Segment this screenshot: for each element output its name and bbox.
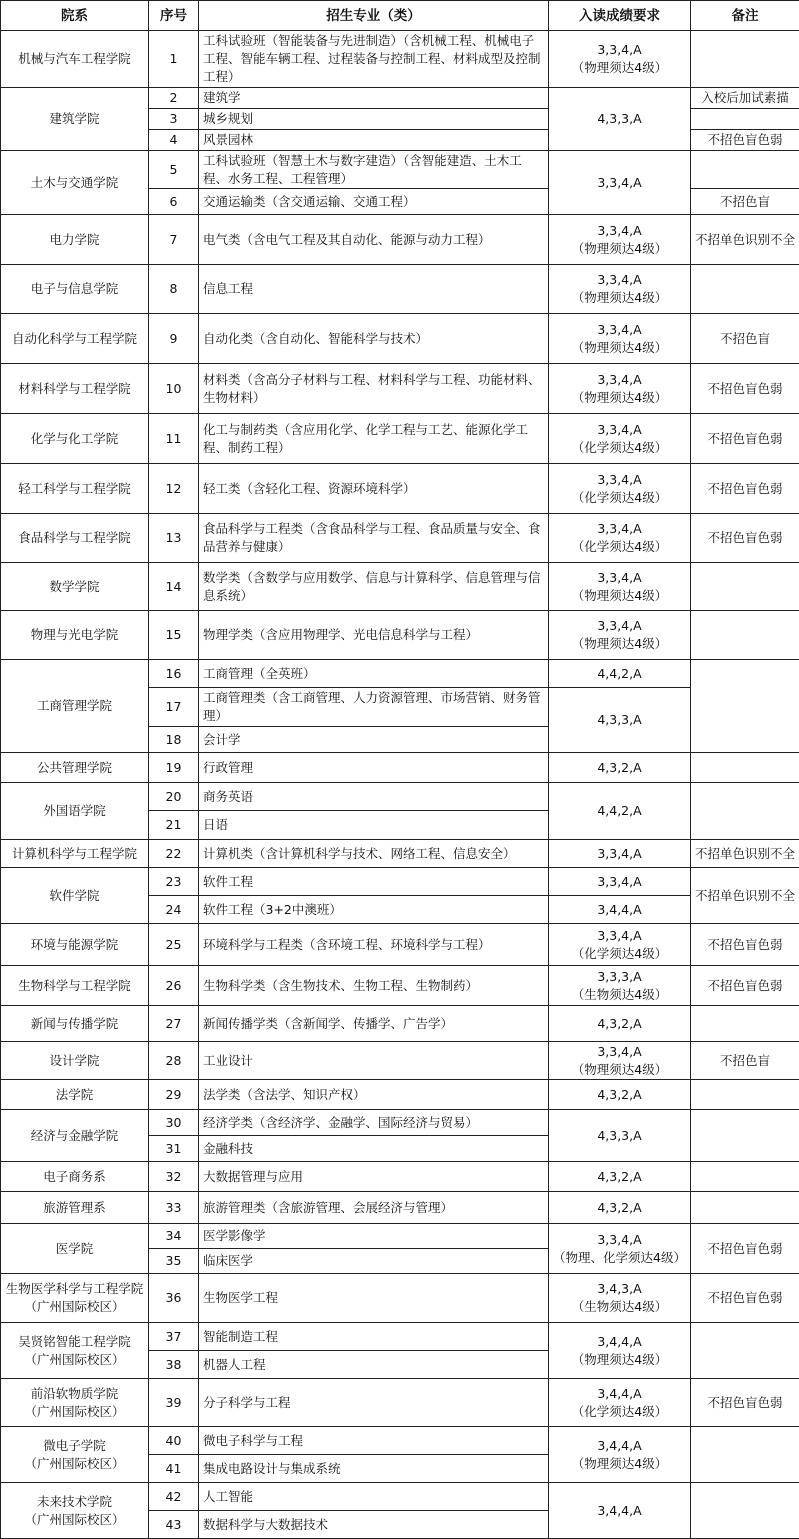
remark-cell: 不招色盲 (691, 314, 799, 364)
number-cell: 24 (149, 896, 199, 924)
requirement-cell: 3,3,4,A (549, 868, 691, 896)
major-cell: 大数据管理与应用 (199, 1162, 549, 1192)
requirement-cell: 4,3,2,A (549, 1192, 691, 1224)
table-row (1, 364, 799, 414)
requirement-cell: 3,4,4,A （物理须达4级） (549, 1427, 691, 1483)
number-cell: 10 (149, 364, 199, 414)
remark-cell (691, 1162, 799, 1192)
major-cell: 分子科学与工程 (199, 1379, 549, 1427)
requirement-cell: 4,3,3,A (549, 88, 691, 151)
major-cell: 旅游管理类（含旅游管理、会展经济与管理） (199, 1192, 549, 1224)
table-row (1, 1192, 799, 1224)
requirement-cell: 4,4,2,A (549, 783, 691, 840)
major-cell: 轻工类（含轻化工程、资源环境科学） (199, 464, 549, 514)
table-row (1, 464, 799, 514)
table-row (1, 840, 799, 868)
table-row (1, 611, 799, 660)
college-cell: 机械与汽车工程学院 (1, 31, 149, 88)
college-cell: 物理与光电学院 (1, 611, 149, 660)
remark-cell: 入校后加试素描 (691, 88, 799, 109)
major-cell: 数学类（含数学与应用数学、信息与计算科学、信息管理与信息系统） (199, 563, 549, 611)
major-cell: 生物医学工程 (199, 1274, 549, 1323)
college-cell: 前沿软物质学院 （广州国际校区） (1, 1379, 149, 1427)
remark-cell: 不招色盲色弱 (691, 514, 799, 563)
number-cell: 3 (149, 109, 199, 130)
number-cell: 30 (149, 1110, 199, 1136)
college-cell: 法学院 (1, 1080, 149, 1110)
major-cell: 物理学类（含应用物理学、光电信息科学与工程） (199, 611, 549, 660)
college-cell: 计算机科学与工程学院 (1, 840, 149, 868)
requirement-cell: 3,3,4,A （物理须达4级） (549, 31, 691, 88)
table-row (1, 514, 799, 563)
college-cell: 电力学院 (1, 215, 149, 265)
header-number: 序号 (149, 1, 199, 31)
table-row (1, 1042, 799, 1080)
remark-cell (691, 1323, 799, 1379)
major-cell: 商务英语 (199, 783, 549, 811)
number-cell: 26 (149, 966, 199, 1006)
college-cell: 医学院 (1, 1224, 149, 1274)
table-row (1, 1162, 799, 1192)
remark-cell: 不招色盲 (691, 1042, 799, 1080)
number-cell: 25 (149, 924, 199, 966)
number-cell: 32 (149, 1162, 199, 1192)
remark-cell (691, 1483, 799, 1539)
requirement-cell: 3,4,3,A （生物须达4级） (549, 1274, 691, 1323)
major-cell: 生物科学类（含生物技术、生物工程、生物制药） (199, 966, 549, 1006)
number-cell: 21 (149, 811, 199, 840)
college-cell: 经济与金融学院 (1, 1110, 149, 1162)
table-row (1, 868, 799, 896)
requirement-cell: 3,3,4,A (549, 151, 691, 215)
number-cell: 1 (149, 31, 199, 88)
remark-cell: 不招单色识别不全 (691, 840, 799, 868)
college-cell: 旅游管理系 (1, 1192, 149, 1224)
number-cell: 7 (149, 215, 199, 265)
major-cell: 医学影像学 (199, 1224, 549, 1249)
remark-cell: 不招色盲色弱 (691, 1379, 799, 1427)
major-cell: 金融科技 (199, 1136, 549, 1162)
major-cell: 材料类（含高分子材料与工程、材料科学与工程、功能材料、生物材料） (199, 364, 549, 414)
college-cell: 材料科学与工程学院 (1, 364, 149, 414)
number-cell: 38 (149, 1351, 199, 1379)
college-cell: 食品科学与工程学院 (1, 514, 149, 563)
college-cell: 吴贤铭智能工程学院 （广州国际校区） (1, 1323, 149, 1379)
requirement-cell: 4,4,2,A (549, 660, 691, 688)
number-cell: 33 (149, 1192, 199, 1224)
number-cell: 15 (149, 611, 199, 660)
table-row (1, 563, 799, 611)
remark-cell: 不招色盲 (691, 189, 799, 215)
remark-cell: 不招色盲色弱 (691, 1274, 799, 1323)
major-cell: 工商管理（全英班） (199, 660, 549, 688)
number-cell: 31 (149, 1136, 199, 1162)
remark-cell: 不招色盲色弱 (691, 130, 799, 151)
remark-cell (691, 753, 799, 783)
table-row (1, 1080, 799, 1110)
table-row (1, 966, 799, 1006)
number-cell: 14 (149, 563, 199, 611)
remark-cell: 不招单色识别不全 (691, 215, 799, 265)
table-row (1, 151, 799, 189)
college-cell: 软件学院 (1, 868, 149, 924)
remark-cell (691, 1080, 799, 1110)
college-cell: 生物医学科学与工程学院 （广州国际校区） (1, 1274, 149, 1323)
requirement-cell: 3,4,4,A (549, 1483, 691, 1539)
college-cell: 电子与信息学院 (1, 265, 149, 314)
major-cell: 集成电路设计与集成系统 (199, 1455, 549, 1483)
number-cell: 29 (149, 1080, 199, 1110)
major-cell: 机器人工程 (199, 1351, 549, 1379)
table-row (1, 1379, 799, 1427)
college-cell: 工商管理学院 (1, 660, 149, 753)
table-row (1, 88, 799, 109)
major-cell: 工商管理类（含工商管理、人力资源管理、市场营销、财务管理） (199, 688, 549, 727)
major-cell: 化工与制药类（含应用化学、化学工程与工艺、能源化学工程、制药工程） (199, 414, 549, 464)
requirement-cell: 4,3,3,A (549, 688, 691, 753)
number-cell: 9 (149, 314, 199, 364)
number-cell: 40 (149, 1427, 199, 1455)
college-cell: 设计学院 (1, 1042, 149, 1080)
number-cell: 17 (149, 688, 199, 727)
requirement-cell: 3,3,4,A （物理须达4级） (549, 563, 691, 611)
table-row (1, 1006, 799, 1042)
requirement-cell: 3,3,4,A （化学须达4级） (549, 514, 691, 563)
number-cell: 28 (149, 1042, 199, 1080)
college-cell: 公共管理学院 (1, 753, 149, 783)
remark-cell (691, 151, 799, 189)
major-cell: 行政管理 (199, 753, 549, 783)
number-cell: 42 (149, 1483, 199, 1511)
requirement-cell: 4,3,2,A (549, 1080, 691, 1110)
number-cell: 34 (149, 1224, 199, 1249)
major-cell: 环境科学与工程类（含环境工程、环境科学与工程） (199, 924, 549, 966)
table-row (1, 1110, 799, 1136)
header-remark: 备注 (691, 1, 799, 31)
requirement-cell: 3,3,4,A （物理须达4级） (549, 1042, 691, 1080)
number-cell: 8 (149, 265, 199, 314)
requirement-cell: 3,3,4,A （物理须达4级） (549, 364, 691, 414)
number-cell: 35 (149, 1249, 199, 1274)
number-cell: 39 (149, 1379, 199, 1427)
requirement-cell: 3,4,4,A (549, 896, 691, 924)
remark-cell: 不招单色识别不全 (691, 868, 799, 924)
remark-cell (691, 109, 799, 130)
number-cell: 2 (149, 88, 199, 109)
remark-cell (691, 783, 799, 840)
college-cell: 生物科学与工程学院 (1, 966, 149, 1006)
major-cell: 自动化类（含自动化、智能科学与技术） (199, 314, 549, 364)
table-row (1, 1427, 799, 1455)
major-cell: 工业设计 (199, 1042, 549, 1080)
requirement-cell: 3,3,4,A （物理须达4级） (549, 265, 691, 314)
major-cell: 电气类（含电气工程及其自动化、能源与动力工程） (199, 215, 549, 265)
remark-cell (691, 1192, 799, 1224)
college-cell: 化学与化工学院 (1, 414, 149, 464)
remark-cell: 不招色盲色弱 (691, 1224, 799, 1274)
college-cell: 外国语学院 (1, 783, 149, 840)
table-row (1, 314, 799, 364)
major-cell: 智能制造工程 (199, 1323, 549, 1351)
major-cell: 软件工程 (199, 868, 549, 896)
number-cell: 12 (149, 464, 199, 514)
major-cell: 工科试验班（智能装备与先进制造）（含机械工程、机械电子工程、智能车辆工程、过程装备与控制工程、材料成型及控制工程） (199, 31, 549, 88)
number-cell: 43 (149, 1511, 199, 1539)
remark-cell: 不招色盲色弱 (691, 966, 799, 1006)
college-cell: 土木与交通学院 (1, 151, 149, 215)
major-cell: 经济学类（含经济学、金融学、国际经济与贸易） (199, 1110, 549, 1136)
number-cell: 19 (149, 753, 199, 783)
college-cell: 电子商务系 (1, 1162, 149, 1192)
college-cell: 建筑学院 (1, 88, 149, 151)
requirement-cell: 4,3,2,A (549, 1162, 691, 1192)
remark-cell: 不招色盲色弱 (691, 414, 799, 464)
remark-cell: 不招色盲色弱 (691, 924, 799, 966)
major-cell: 新闻传播学类（含新闻学、传播学、广告学） (199, 1006, 549, 1042)
requirement-cell: 3,3,3,A （生物须达4级） (549, 966, 691, 1006)
header-college: 院系 (1, 1, 149, 31)
major-cell: 临床医学 (199, 1249, 549, 1274)
college-cell: 自动化科学与工程学院 (1, 314, 149, 364)
number-cell: 41 (149, 1455, 199, 1483)
number-cell: 5 (149, 151, 199, 189)
number-cell: 37 (149, 1323, 199, 1351)
table-row (1, 414, 799, 464)
major-cell: 人工智能 (199, 1483, 549, 1511)
table-row (1, 215, 799, 265)
requirement-cell: 3,3,4,A （物理须达4级） (549, 314, 691, 364)
remark-cell (691, 563, 799, 611)
college-cell: 数学学院 (1, 563, 149, 611)
table-row (1, 1323, 799, 1351)
college-cell: 环境与能源学院 (1, 924, 149, 966)
header-major: 招生专业（类） (199, 1, 549, 31)
major-cell: 微电子科学与工程 (199, 1427, 549, 1455)
table-row (1, 660, 799, 688)
table-row (1, 1224, 799, 1249)
remark-cell (691, 265, 799, 314)
major-cell: 会计学 (199, 727, 549, 753)
major-cell: 软件工程（3+2中澳班） (199, 896, 549, 924)
remark-cell: 不招色盲色弱 (691, 364, 799, 414)
header-requirement: 入读成绩要求 (549, 1, 691, 31)
major-cell: 工科试验班（智慧土木与数字建造）（含智能建造、土木工程、水务工程、工程管理） (199, 151, 549, 189)
requirement-cell: 3,3,4,A （物理须达4级） (549, 215, 691, 265)
major-cell: 风景园林 (199, 130, 549, 151)
number-cell: 16 (149, 660, 199, 688)
requirement-cell: 4,3,2,A (549, 753, 691, 783)
requirement-cell: 4,3,2,A (549, 1006, 691, 1042)
number-cell: 27 (149, 1006, 199, 1042)
requirement-cell: 4,3,3,A (549, 1110, 691, 1162)
remark-cell (691, 1006, 799, 1042)
major-cell: 计算机类（含计算机科学与技术、网络工程、信息安全） (199, 840, 549, 868)
major-cell: 建筑学 (199, 88, 549, 109)
remark-cell (691, 31, 799, 88)
remark-cell (691, 611, 799, 660)
major-cell: 信息工程 (199, 265, 549, 314)
major-cell: 法学类（含法学、知识产权） (199, 1080, 549, 1110)
table-row (1, 753, 799, 783)
table-row (1, 265, 799, 314)
major-cell: 食品科学与工程类（含食品科学与工程、食品质量与安全、食品营养与健康） (199, 514, 549, 563)
requirement-cell: 3,4,4,A （物理须达4级） (549, 1323, 691, 1379)
number-cell: 23 (149, 868, 199, 896)
remark-cell (691, 1427, 799, 1483)
number-cell: 18 (149, 727, 199, 753)
requirement-cell: 3,3,4,A （化学须达4级） (549, 464, 691, 514)
college-cell: 轻工科学与工程学院 (1, 464, 149, 514)
table-row (1, 1483, 799, 1511)
major-cell: 城乡规划 (199, 109, 549, 130)
number-cell: 6 (149, 189, 199, 215)
remark-cell (691, 1110, 799, 1162)
table-row (1, 924, 799, 966)
number-cell: 22 (149, 840, 199, 868)
requirement-cell: 3,3,4,A （物理、化学须达4级） (549, 1224, 691, 1274)
requirement-cell: 3,3,4,A （化学须达4级） (549, 924, 691, 966)
college-cell: 新闻与传播学院 (1, 1006, 149, 1042)
table-row (1, 1274, 799, 1323)
college-cell: 未来技术学院 （广州国际校区） (1, 1483, 149, 1539)
major-cell: 交通运输类（含交通运输、交通工程） (199, 189, 549, 215)
requirement-cell: 3,4,4,A （化学须达4级） (549, 1379, 691, 1427)
remark-cell (691, 660, 799, 753)
number-cell: 13 (149, 514, 199, 563)
header-row (1, 1, 799, 31)
table-row (1, 783, 799, 811)
number-cell: 11 (149, 414, 199, 464)
requirement-cell: 3,3,4,A （化学须达4级） (549, 414, 691, 464)
major-cell: 数据科学与大数据技术 (199, 1511, 549, 1539)
remark-cell: 不招色盲色弱 (691, 464, 799, 514)
number-cell: 20 (149, 783, 199, 811)
number-cell: 36 (149, 1274, 199, 1323)
requirement-cell: 3,3,4,A (549, 840, 691, 868)
table-row (1, 31, 799, 88)
college-cell: 微电子学院 （广州国际校区） (1, 1427, 149, 1483)
requirement-cell: 3,3,4,A （物理须达4级） (549, 611, 691, 660)
major-cell: 日语 (199, 811, 549, 840)
number-cell: 4 (149, 130, 199, 151)
